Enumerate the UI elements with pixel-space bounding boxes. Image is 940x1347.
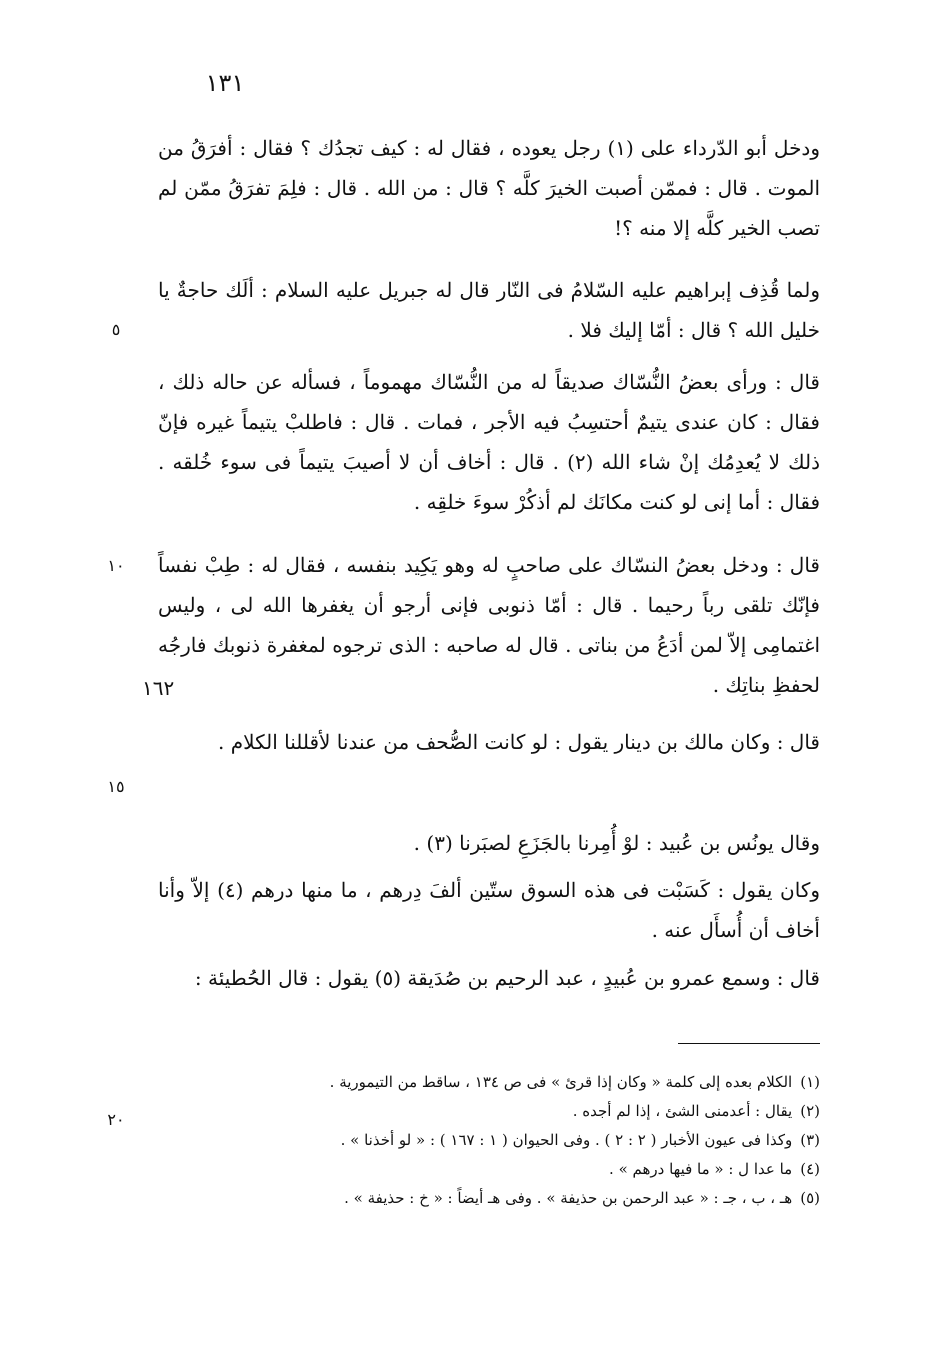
footnote-separator <box>678 1043 820 1044</box>
footnote-number: (٤) <box>800 1160 820 1178</box>
footnote-text: هـ ، ب ، جـ : « عبد الرحمن بن حذيفة » . وفى هـ أيضاً : « خ : حذيفة » . <box>344 1189 793 1207</box>
footnote-text: الكلام بعده إلى كلمة « وكان إذا قرئ » فى ص ١٣٤ ، ساقط من التيمورية . <box>329 1073 793 1091</box>
paragraph-5: قال : وكان مالك بن دينار يقول : لو كانت الصُّحف من عندنا لأقللنا الكلام . <box>218 730 820 754</box>
footnote-item <box>200 1155 820 1184</box>
footnote-text: وكذا فى عيون الأخبار ( ٢ : ٢ ) . وفى الحيوان ( ١ : ١٦٧ ) : « لو أخذنا » . <box>340 1131 793 1149</box>
paragraph-7: وكان يقول : كَسَبْت فى هذه السوق ستّين ألفَ دِرهم ، ما منها درهم (٤) إلاّ وأنا أخاف أن أُسأَل عنه . <box>158 878 820 942</box>
paragraph-8: قال : وسمع عمرو بن عُبيدٍ ، عبد الرحيم بن صُدَيقة (٥) يقول : قال الحُطيئة : <box>194 966 820 990</box>
footnote-item <box>200 1097 820 1126</box>
paragraph-6: وقال يونُس بن عُبيد : لوْ أُمِرنا بالجَزَعِ لصبَرنا (٣) . <box>413 831 820 855</box>
line-number-10: ١٠ <box>107 556 125 575</box>
footnote-item <box>200 1126 820 1155</box>
page-number: ١٣١ <box>205 69 245 97</box>
paragraph-3: قال : ورأى بعضُ النُّسّاك صديقاً له من النُّسّاك مهموماً ، فسأله عن حاله ذلك ، فقال : كان عندى يتيمٌ أحتسِبُ فيه الأجر ، فمات . قال : فاطلبْ يتيماً غيره فإنّ ذلك لا يُعدِمُك إنْ شاء الله (٢) . قال : أخاف أن لا أصيبَ يتيماً فى سوء خُلقه . فقال : أما إنى لو كنت مكانَك لم أذكُرْ سوءَ خلقِه . <box>158 370 820 514</box>
footnote-text: يقال : أعدمنى الشئ ، إذا لم أجده . <box>572 1102 793 1120</box>
footnotes-list <box>200 1068 820 1213</box>
paragraph-2: ولما قُذِف إبراهيم عليه السّلامُ فى النّار قال له جبريل عليه السلام : ألَك حاجةٌ يا خليل الله ؟ قال : أمّا إليك فلا . <box>158 278 820 342</box>
paragraph-4: قال : ودخل بعضُ النسّاك على صاحبٍ له وهو يَكِيد بنفسه ، فقال له : طِبْ نفساً فإنّك تلقى رباً رحيما . قال : أمّا ذنوبى فإنى أرجو أن يغفرها الله لى ، وليس اغتمامِى إلاّ لمن أدَعُ من بناتى . قال له صاحبه : الذى ترجوه لمغفرة ذنوبك فارجُه لحفظِ بناتِك . <box>158 553 820 697</box>
footnote-number: (٥) <box>800 1189 820 1207</box>
footnote-text: ما عدا ل : « ما فيها درهم » . <box>609 1160 793 1178</box>
footnote-item <box>200 1068 820 1097</box>
footnote-number: (٣) <box>800 1131 820 1149</box>
line-number-15: ١٥ <box>107 777 125 796</box>
footnote-item <box>200 1184 820 1213</box>
line-number-20: ٢٠ <box>107 1110 125 1129</box>
margin-reference-marker: ١٦٢ <box>142 676 175 700</box>
footnote-number: (٢) <box>800 1102 820 1120</box>
paragraph-1: ودخل أبو الدّرداء على (١) رجل يعوده ، فقال له : كيف تجدُك ؟ فقال : أفرَقُ من الموت . قال : فممّن أصبت الخيرَ كلَّه ؟ قال : من الله . قال : فلِمَ تفرَقُ ممّن لم تصب الخير كلَّه إلا منه ؟! <box>158 136 820 240</box>
footnote-number: (١) <box>800 1073 820 1091</box>
line-number-5: ٥ <box>111 320 121 339</box>
